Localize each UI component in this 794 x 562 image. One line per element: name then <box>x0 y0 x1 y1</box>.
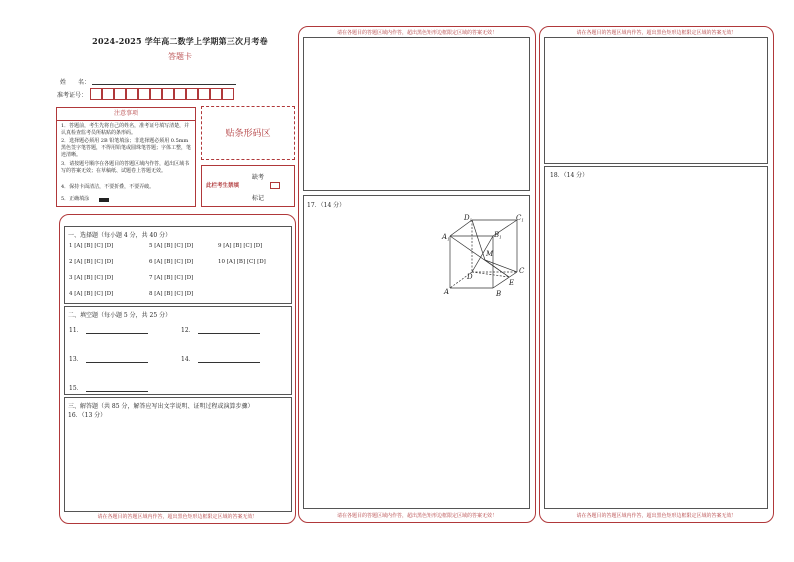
choice-row[interactable]: 1 [A] [B] [C] [D] <box>69 243 114 249</box>
name-field[interactable] <box>92 84 236 85</box>
exam-id-cell[interactable] <box>198 88 210 100</box>
label-D: D <box>467 273 473 281</box>
exam-id-cell[interactable] <box>138 88 150 100</box>
cube-figure <box>435 208 535 300</box>
question-17-continued-area[interactable] <box>544 37 768 164</box>
choice-row[interactable]: 3 [A] [B] [C] [D] <box>69 275 114 281</box>
blank-12[interactable] <box>181 325 260 334</box>
choice-row[interactable]: 6 [A] [B] [C] [D] <box>149 259 194 265</box>
notice-item: 2．选择题必须用 2B 铅笔填涂；非选择题必须用 0.5mm 黑色签字笔答题，不得用铅笔或圆珠笔答题；字体工整，笔迹清晰。 <box>61 138 192 158</box>
sheet-title: 2024-2025 学年高二数学上学期第三次月考卷 <box>92 36 268 46</box>
label-C: C <box>519 267 525 275</box>
exam-id-cell[interactable] <box>90 88 102 100</box>
name-label: 姓 名： <box>60 79 91 86</box>
exam-id-cell[interactable] <box>102 88 114 100</box>
blank-number: 13． <box>69 356 83 363</box>
notice-item: 4．保持卡面清洁，不要折叠，不要弄破。 <box>61 184 155 190</box>
blank-13[interactable] <box>69 354 148 363</box>
label-A1: $A_1$ <box>442 233 450 242</box>
label-B1: $B_1$ <box>494 231 502 240</box>
exam-id-label: 准考证号： <box>57 92 88 99</box>
absent-box <box>201 165 295 207</box>
choice-section <box>64 226 292 304</box>
exam-id-cell[interactable] <box>186 88 198 100</box>
notice-title: 注意事项 <box>57 108 195 121</box>
area-warning: 请在各题目的答题区域内作答，超出黑色矩形边框限定区域的答案无效！ <box>576 30 737 36</box>
fill-in-section <box>64 306 292 395</box>
question-16-continued-area[interactable] <box>303 37 530 191</box>
fill-in-heading: 二、填空题（每小题 5 分，共 25 分） <box>68 312 172 319</box>
barcode-area: 贴条形码区 <box>201 106 295 160</box>
blank-number: 12． <box>181 327 195 334</box>
label-D1: $D_1$ <box>464 214 473 223</box>
question-18-label: 18．（14 分） <box>550 172 589 179</box>
label-B: B <box>496 290 502 298</box>
blank-number: 14． <box>181 356 195 363</box>
area-warning: 请在各题目的答题区域内作答，超出黑色矩形边框限定区域的答案无效！ <box>336 30 497 36</box>
notice-item: 1．答题前，考生先将自己的姓名，准考证号填写清楚，并认真检查监考员所粘贴的条形码。 <box>61 123 190 136</box>
exam-id-cell[interactable] <box>126 88 138 100</box>
notice-item: 3．请按题号顺序在各题目的答题区域内作答，超出区域书写的答案无效；在草稿纸、试题卷上答题无效。 <box>61 161 190 174</box>
exam-id-grid[interactable] <box>90 88 234 101</box>
choice-row[interactable]: 5 [A] [B] [C] [D] <box>149 243 194 249</box>
choice-row[interactable]: 4 [A] [B] [C] [D] <box>69 291 114 297</box>
cube-diagonal <box>485 260 509 277</box>
exam-id-cell[interactable] <box>210 88 222 100</box>
blank-15[interactable] <box>69 383 148 392</box>
sheet-subtitle: 答题卡 <box>168 52 192 61</box>
cube-diagonal <box>472 220 485 260</box>
label-E: E <box>509 279 515 287</box>
label-A: A <box>444 288 450 296</box>
absent-checkbox[interactable] <box>270 182 280 189</box>
blank-number: 15． <box>69 385 83 392</box>
choice-heading: 一、选择题（每小题 4 分，共 40 分） <box>68 232 172 239</box>
question-16-label: 16．（13 分） <box>68 412 107 419</box>
choice-row[interactable]: 8 [A] [B] [C] [D] <box>149 291 194 297</box>
choice-row[interactable]: 2 [A] [B] [C] [D] <box>69 259 114 265</box>
solution-section[interactable] <box>64 397 292 512</box>
blank-14[interactable] <box>181 354 260 363</box>
choice-row[interactable]: 10 [A] [B] [C] [D] <box>218 259 266 265</box>
exam-id-cell[interactable] <box>174 88 186 100</box>
exam-id-cell[interactable] <box>150 88 162 100</box>
question-18-area[interactable] <box>544 166 768 509</box>
solution-heading: 三、解答题（共 85 分，解答应写出文字说明、证明过程或演算步骤） <box>68 403 254 410</box>
exam-id-cell[interactable] <box>222 88 234 100</box>
area-warning: 请在各题目的答题区域内作答，超出黑色矩形边框限定区域的答案无效！ <box>336 513 497 519</box>
cube-diagonal <box>485 260 517 272</box>
blank-number: 11． <box>69 327 83 334</box>
exam-id-cell[interactable] <box>114 88 126 100</box>
exam-id-cell[interactable] <box>162 88 174 100</box>
absent-status: 缺考 <box>252 174 265 181</box>
choice-row[interactable]: 9 [A] [B] [C] [D] <box>218 243 263 249</box>
question-17-label: 17．（14 分） <box>307 202 346 209</box>
notice-box <box>56 107 196 207</box>
label-C1: $C_1$ <box>516 214 524 223</box>
area-warning: 请在各题目的答题区域内作答，超出黑色矩形边框限定区域的答案无效！ <box>97 514 258 520</box>
label-M: M <box>486 250 494 258</box>
choice-row[interactable]: 7 [A] [B] [C] [D] <box>149 275 194 281</box>
area-warning: 请在各题目的答题区域内作答，超出黑色矩形边框限定区域的答案无效！ <box>576 513 737 519</box>
absent-label: 此栏考生禁填 <box>206 183 240 189</box>
blank-11[interactable] <box>69 325 148 334</box>
filled-sample-mark <box>99 198 109 202</box>
notice-item: 5．正确填涂 <box>61 196 90 202</box>
absent-mark-label: 标记 <box>252 195 265 202</box>
